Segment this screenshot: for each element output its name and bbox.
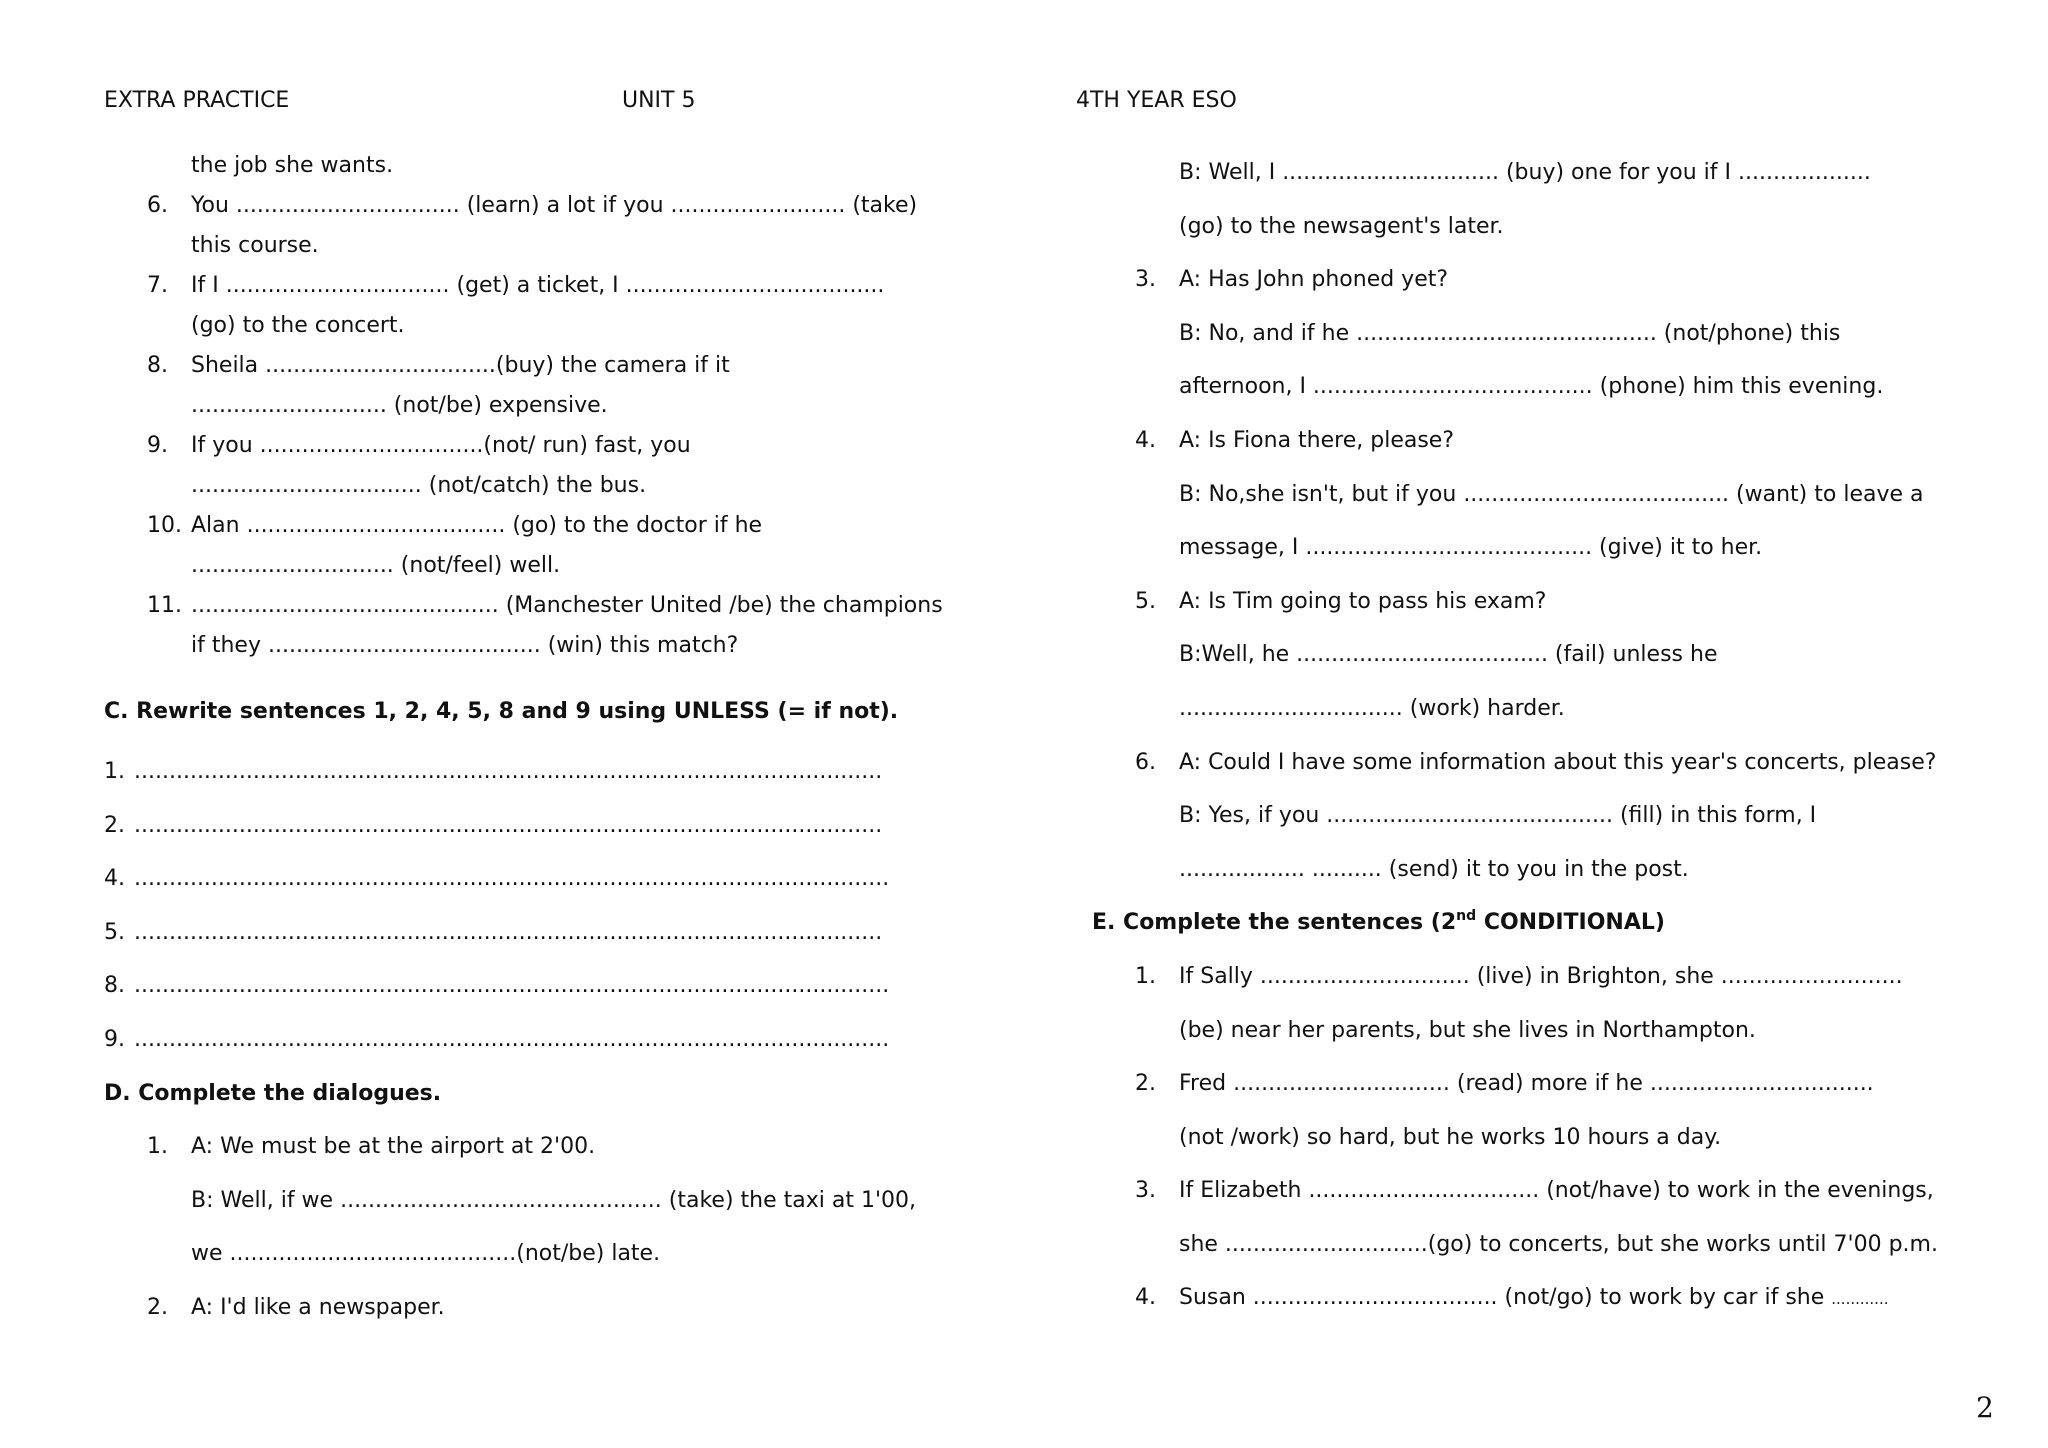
dialogue-item-6: 6. A: Could I have some information about this year's concerts, please? xyxy=(1092,736,2012,790)
exercise-line: ................................. (not/catch) the bus. xyxy=(191,473,647,498)
section-c xyxy=(104,692,1024,1067)
answer-blank[interactable]: ........................................................................................................... xyxy=(134,919,883,945)
item-number: 3. xyxy=(1135,1178,1156,1204)
section-e xyxy=(1092,896,2012,1325)
answer-blank[interactable]: ............................................................................................................ xyxy=(134,1026,890,1052)
item-number: 1. xyxy=(1135,963,1156,989)
answer-blank[interactable]: ........................................................................................................... xyxy=(134,812,883,838)
item-number: 2. xyxy=(1135,1071,1156,1097)
answer-row: 5. ........................................................................................................... xyxy=(104,906,1024,960)
dialogue-line: B:Well, he .................................... (fail) unless he xyxy=(1179,642,1718,668)
dialogue-line: (go) to the newsagent's later. xyxy=(1179,213,1504,239)
header-left: EXTRA PRACTICE xyxy=(104,88,290,113)
item-number: 4. xyxy=(1135,1285,1156,1311)
dialogue-line: B: No,she isn't, but if you ...................................... (want) to leave a xyxy=(1179,481,1924,507)
answer-row: 8. ............................................................................................................ xyxy=(104,959,1024,1013)
exercise-line: the job she wants. xyxy=(191,153,394,178)
conditional-line: (not /work) so hard, but he works 10 hours a day. xyxy=(1179,1124,1722,1150)
answer-blank[interactable]: ........................................................................................................... xyxy=(134,759,883,784)
conditional-item-1: 1. If Sally .............................. (live) in Brighton, she .......................... xyxy=(1092,950,2012,1004)
left-column xyxy=(104,146,1024,1335)
conditional-item-2: 2. Fred ............................... (read) more if he ................................ xyxy=(1092,1057,2012,1111)
item-number: 6. xyxy=(147,193,168,218)
dialogue-line: B: Yes, if you ......................................... (fill) in this form, I xyxy=(1179,803,1817,829)
item-number: 5. xyxy=(1135,588,1156,614)
section-b-continued xyxy=(104,146,1024,666)
conditional-line: she .............................(go) to concerts, but she works until 7'00 p.m. xyxy=(1179,1231,1938,1257)
answer-row: 4. ............................................................................................................ xyxy=(104,852,1024,906)
exercise-item-7: 7. If I ................................ (get) a ticket, I ..................................... xyxy=(104,266,1024,306)
dialogue-line: ................................ (work) harder. xyxy=(1179,695,1565,721)
dialogue-line: B: Well, I ............................... (buy) one for you if I ................... xyxy=(1179,160,1871,185)
section-e-heading: E. Complete the sentences (2nd CONDITIONAL) xyxy=(1092,908,1665,936)
exercise-line: if they ....................................... (win) this match? xyxy=(191,633,739,658)
right-column xyxy=(1092,146,2012,1325)
exercise-line: this course. xyxy=(191,233,319,258)
item-number: 7. xyxy=(147,273,168,298)
item-number: 9. xyxy=(147,433,168,458)
item-number: 8. xyxy=(147,353,168,378)
dialogue-line: B: Well, if we .............................................. (take) the taxi at 1'00, xyxy=(191,1187,916,1213)
exercise-item-10: 10. Alan ..................................... (go) to the doctor if he xyxy=(104,506,1024,546)
item-number: 1. xyxy=(147,1134,168,1160)
dialogue-item-2: 2. A: I'd like a newspaper. xyxy=(104,1281,1024,1335)
exercise-item-6: 6. You ................................ (learn) a lot if you ......................... (take) xyxy=(104,186,1024,226)
exercise-line: ............................. (not/feel) well. xyxy=(191,553,561,578)
conditional-item-3: 3. If Elizabeth ................................. (not/have) to work in the evenings, xyxy=(1092,1164,2012,1218)
item-number: 4. xyxy=(1135,427,1156,453)
conditional-line: (be) near her parents, but she lives in Northampton. xyxy=(1179,1017,1756,1043)
dialogue-item-3: 3. A: Has John phoned yet? xyxy=(1092,253,2012,307)
exercise-line: ............................ (not/be) expensive. xyxy=(191,393,608,418)
header-right: 4TH YEAR ESO xyxy=(1076,88,1237,113)
section-d-continued xyxy=(1092,146,2012,896)
answer-row: 9. ............................................................................................................ xyxy=(104,1013,1024,1067)
item-number: 10. xyxy=(147,513,182,538)
exercise-item-11: 11. ............................................ (Manchester United /be) the champions xyxy=(104,586,1024,626)
answer-blank[interactable]: ............................................................................................................ xyxy=(134,866,890,892)
section-d-heading: D. Complete the dialogues. xyxy=(104,1080,442,1106)
dialogue-line: .................. .......... (send) it to you in the post. xyxy=(1179,856,1689,882)
item-number: 6. xyxy=(1135,749,1156,775)
item-number: 11. xyxy=(147,593,182,618)
header-center: UNIT 5 xyxy=(622,88,696,113)
item-number: 2. xyxy=(147,1294,168,1320)
dialogue-line: we .........................................(not/be) late. xyxy=(191,1241,661,1267)
dialogue-line: afternoon, I ........................................ (phone) him this evening. xyxy=(1179,374,1884,400)
dialogue-item-1: 1. A: We must be at the airport at 2'00. xyxy=(104,1120,1024,1174)
exercise-item-8: 8. Sheila .................................(buy) the camera if it xyxy=(104,346,1024,386)
answer-row: 2. ........................................................................................................... xyxy=(104,799,1024,853)
conditional-item-4: 4. Susan ................................... (not/go) to work by car if she ............ xyxy=(1092,1271,2012,1325)
exercise-line: (go) to the concert. xyxy=(191,313,405,338)
item-number: 3. xyxy=(1135,267,1156,293)
page-number: 2 xyxy=(1976,1391,1994,1424)
dialogue-line: B: No, and if he ........................................... (not/phone) this xyxy=(1179,320,1841,346)
dialogue-line: message, I ......................................... (give) it to her. xyxy=(1179,535,1763,561)
dialogue-item-5: 5. A: Is Tim going to pass his exam? xyxy=(1092,575,2012,629)
answer-blank[interactable]: ............................................................................................................ xyxy=(134,973,890,999)
section-c-heading: C. Rewrite sentences 1, 2, 4, 5, 8 and 9 using UNLESS (= if not). xyxy=(104,699,899,724)
answer-row: 1. ........................................................................................................... xyxy=(104,745,1024,799)
exercise-item-9: 9. If you ................................(not/ run) fast, you xyxy=(104,426,1024,466)
section-d xyxy=(104,1067,1024,1335)
dialogue-item-4: 4. A: Is Fiona there, please? xyxy=(1092,414,2012,468)
